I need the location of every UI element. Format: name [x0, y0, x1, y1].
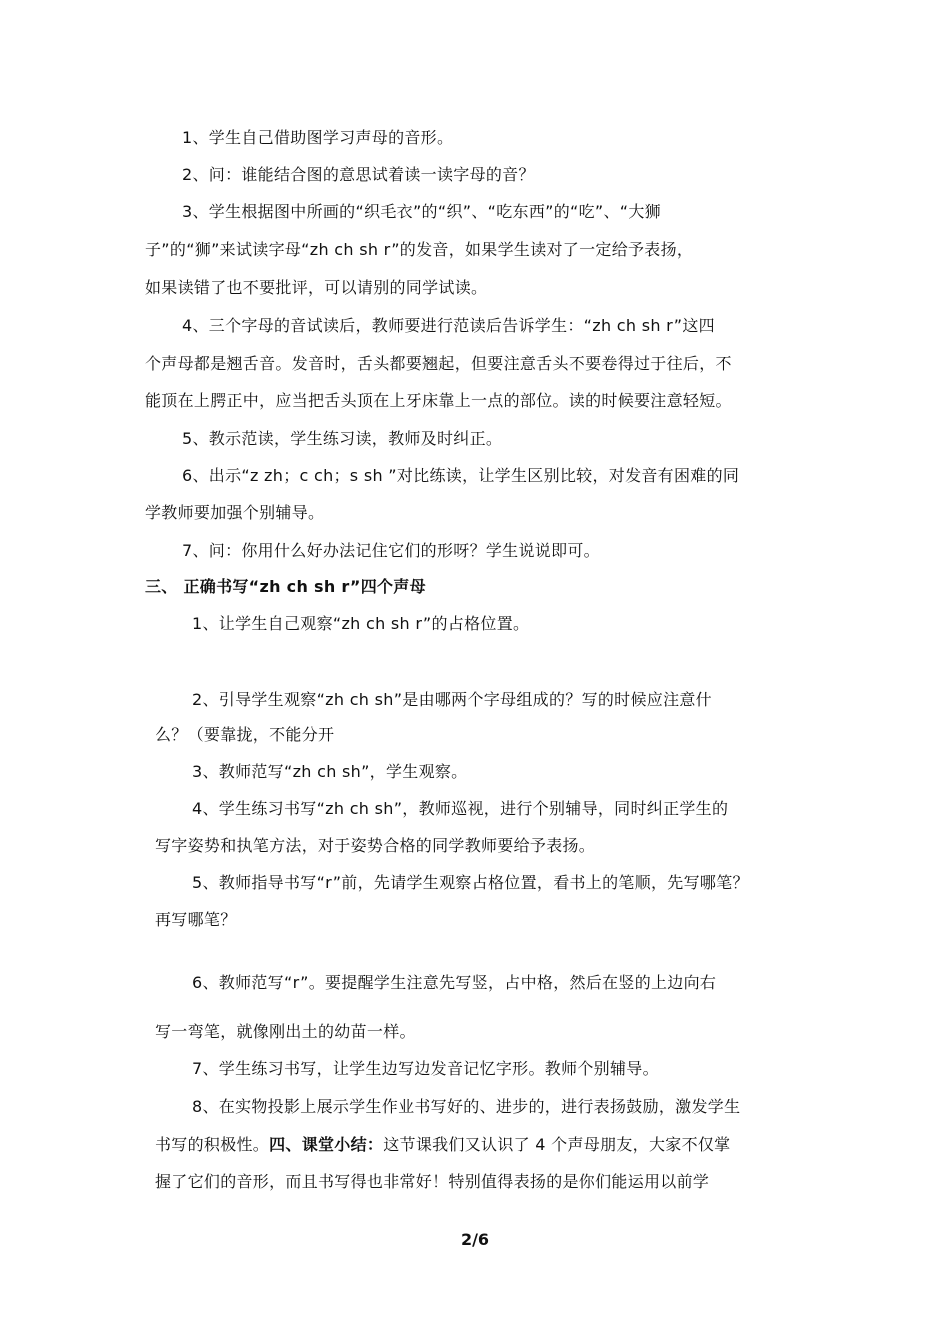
section-heading: 三、 正确书写“zh ch sh r”四个声母: [145, 577, 426, 596]
summary-line: 握了它们的音形，而且书写得也非常好！特别值得表扬的是你们能运用以前学: [155, 1172, 710, 1191]
summary-text: 这节课我们又认识了 4 个声母朋友，大家不仅掌: [383, 1135, 731, 1154]
section-heading-inline: 四、课堂小结：: [269, 1135, 384, 1154]
section-item-line: 再写哪笔？: [155, 910, 237, 929]
section-item-line: 写字姿势和执笔方法，对于姿势合格的同学教师要给予表扬。: [155, 836, 596, 855]
section-item-line: 7、学生练习书写，让学生边写边发音记忆字形。教师个别辅导。: [192, 1059, 659, 1078]
section-item-line: 1、让学生自己观察“zh ch sh r”的占格位置。: [192, 614, 530, 633]
section-item-line: 5、教师指导书写“r”前，先请学生观察占格位置，看书上的笔顺，先写哪笔？: [192, 873, 749, 892]
paragraph-line: 6、出示“z zh；c ch；s sh ”对比练读，让学生区别比较，对发音有困难的同: [182, 466, 740, 485]
section-item-line: 6、教师范写“r”。要提醒学生注意先写竖，占中格，然后在竖的上边向右: [192, 973, 717, 992]
section-item-line: 8、在实物投影上展示学生作业书写好的、进步的，进行表扬鼓励，激发学生: [192, 1097, 741, 1116]
paragraph-line: 7、问：你用什么好办法记住它们的形呀？学生说说即可。: [182, 541, 600, 560]
paragraph-line: 子”的“狮”来试读字母“zh ch sh r”的发音，如果学生读对了一定给予表扬，: [145, 240, 694, 259]
section-item-line: 3、教师范写“zh ch sh”，学生观察。: [192, 762, 468, 781]
paragraph-line: 4、三个字母的音试读后，教师要进行范读后告诉学生：“zh ch sh r”这四: [182, 316, 715, 335]
paragraph-line: 2、问：谁能结合图的意思试着读一读字母的音？: [182, 165, 535, 184]
paragraph-line: 1、学生自己借助图学习声母的音形。: [182, 128, 454, 147]
page-number: 2/6: [460, 1230, 490, 1249]
section-item-line: 么？（要靠拢，不能分开: [155, 725, 335, 744]
paragraph-line: 5、教示范读，学生练习读，教师及时纠正。: [182, 429, 503, 448]
paragraph-line: 学教师要加强个别辅导。: [145, 503, 325, 522]
paragraph-line: 如果读错了也不要批评，可以请别的同学试读。: [145, 278, 488, 297]
section-item-line: 4、学生练习书写“zh ch sh”，教师巡视，进行个别辅导，同时纠正学生的: [192, 799, 729, 818]
mixed-line: [155, 1135, 730, 1155]
section-item-line: 2、引导学生观察“zh ch sh”是由哪两个字母组成的？写的时候应注意什: [192, 690, 712, 709]
paragraph-line: 能顶在上腭正中，应当把舌头顶在上牙床靠上一点的部位。读的时候要注意轻短。: [145, 391, 732, 410]
section-item-line: 写一弯笔，就像刚出土的幼苗一样。: [155, 1022, 416, 1041]
section-item-text: 书写的积极性。: [155, 1135, 270, 1154]
paragraph-line: 个声母都是翘舌音。发音时，舌头都要翘起，但要注意舌头不要卷得过于往后，不: [145, 354, 732, 373]
paragraph-line: 3、学生根据图中所画的“织毛衣”的“织”、“吃东西”的“吃”、“大狮: [182, 202, 661, 221]
